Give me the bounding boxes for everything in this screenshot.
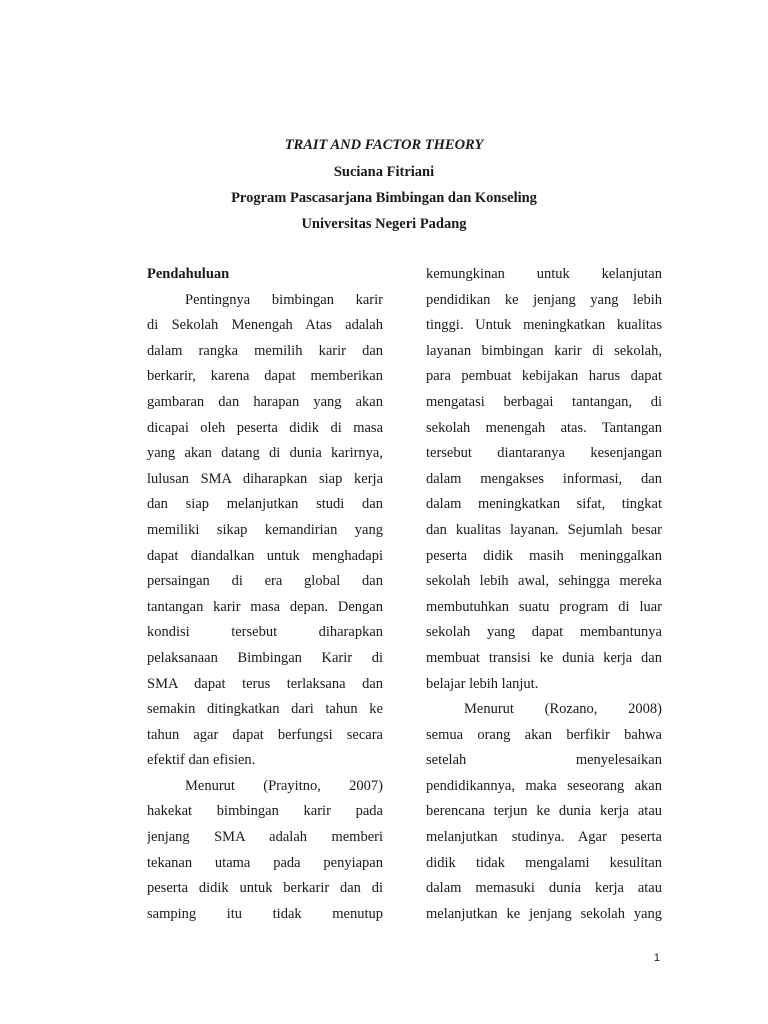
text-line: jenjang SMA adalah memberi	[147, 829, 383, 846]
text-line: mengatasi berbagai tantangan, di	[426, 393, 662, 410]
text-line: efektif dan efisien.	[147, 752, 256, 769]
text-line: dan siap melanjutkan studi dan	[147, 496, 383, 513]
text-line: tantangan karir masa depan. Dengan	[147, 598, 383, 615]
text-line: semakin ditingkatkan dari tahun ke	[147, 701, 383, 718]
text-line: sekolah yang dapat membantunya	[426, 624, 662, 641]
text-line: pendidikannya, maka seseorang akan	[426, 777, 662, 794]
text-line: dalam rangka memilih karir dan	[147, 342, 383, 359]
text-line: belajar lebih lanjut.	[426, 675, 539, 692]
text-line: berencana terjun ke dunia kerja atau	[426, 803, 662, 820]
text-line: Menurut (Prayitno, 2007)	[185, 777, 383, 794]
text-line: persaingan di era global dan	[147, 573, 383, 590]
text-line: yang akan datang di dunia karirnya,	[147, 445, 383, 462]
left-text-column	[147, 262, 383, 927]
program-name: Program Pascasarjana Bimbingan dan Konseling	[231, 190, 537, 206]
text-line: dan kualitas layanan. Sejumlah besar	[426, 521, 662, 538]
text-line: dalam mengakses informasi, dan	[426, 470, 662, 487]
university-name: Universitas Negeri Padang	[301, 216, 467, 232]
text-line: Pentingnya bimbingan karir	[185, 291, 383, 308]
text-line: peserta didik masih meninggalkan	[426, 547, 662, 564]
text-line: sekolah lebih awal, sehingga mereka	[426, 573, 662, 590]
text-line: membutuhkan suatu program di luar	[426, 598, 662, 615]
text-line: tekanan utama pada penyiapan	[147, 854, 383, 871]
text-line: didik tidak mengalami kesulitan	[426, 854, 662, 871]
text-line: tahun agar dapat berfungsi secara	[147, 726, 383, 743]
text-line: melanjutkan studinya. Agar peserta	[426, 829, 662, 846]
text-line: tersebut diantaranya kesenjangan	[426, 445, 662, 462]
text-line: dalam memasuki dunia kerja atau	[426, 880, 662, 897]
text-line: Menurut (Rozano, 2008)	[464, 701, 662, 718]
text-line: semua orang akan berfikir bahwa	[426, 726, 662, 743]
author-name: Suciana Fitriani	[333, 164, 435, 180]
text-line: dalam meningkatkan sifat, tingkat	[426, 496, 662, 513]
text-line: hakekat bimbingan karir pada	[147, 803, 383, 820]
text-line: berkarir, karena dapat memberikan	[147, 368, 383, 385]
section-heading: Pendahuluan	[147, 266, 230, 282]
text-line: lulusan SMA diharapkan siap kerja	[147, 470, 383, 487]
page-number: 1	[653, 952, 660, 964]
text-line: pendidikan ke jenjang yang lebih	[426, 291, 662, 308]
text-line: dicapai oleh peserta didik di masa	[147, 419, 383, 436]
text-line: sekolah menengah atas. Tantangan	[426, 419, 662, 436]
right-text-column	[426, 262, 662, 927]
text-line: para pembuat kebijakan harus dapat	[426, 368, 662, 385]
text-line: memiliki sikap kemandirian yang	[147, 521, 383, 538]
paper-title: TRAIT AND FACTOR THEORY	[284, 137, 484, 153]
text-line: tinggi. Untuk meningkatkan kualitas	[426, 317, 662, 334]
text-line: di Sekolah Menengah Atas adalah	[147, 317, 383, 334]
text-line: peserta didik untuk berkarir dan di	[147, 880, 383, 897]
text-line: dapat diandalkan untuk menghadapi	[147, 547, 383, 564]
text-line: setelah menyelesaikan	[426, 752, 662, 769]
text-line: kondisi tersebut diharapkan	[147, 624, 383, 641]
text-line: pelaksanaan Bimbingan Karir di	[147, 649, 383, 666]
text-line: SMA dapat terus terlaksana dan	[147, 675, 383, 692]
text-line: layanan bimbingan karir di sekolah,	[426, 342, 662, 359]
text-line: gambaran dan harapan yang akan	[147, 393, 383, 410]
text-line: membuat transisi ke dunia kerja dan	[426, 649, 662, 666]
text-line: melanjutkan ke jenjang sekolah yang	[426, 905, 662, 922]
text-line: kemungkinan untuk kelanjutan	[426, 266, 662, 282]
text-line: samping itu tidak menutup	[147, 905, 383, 922]
